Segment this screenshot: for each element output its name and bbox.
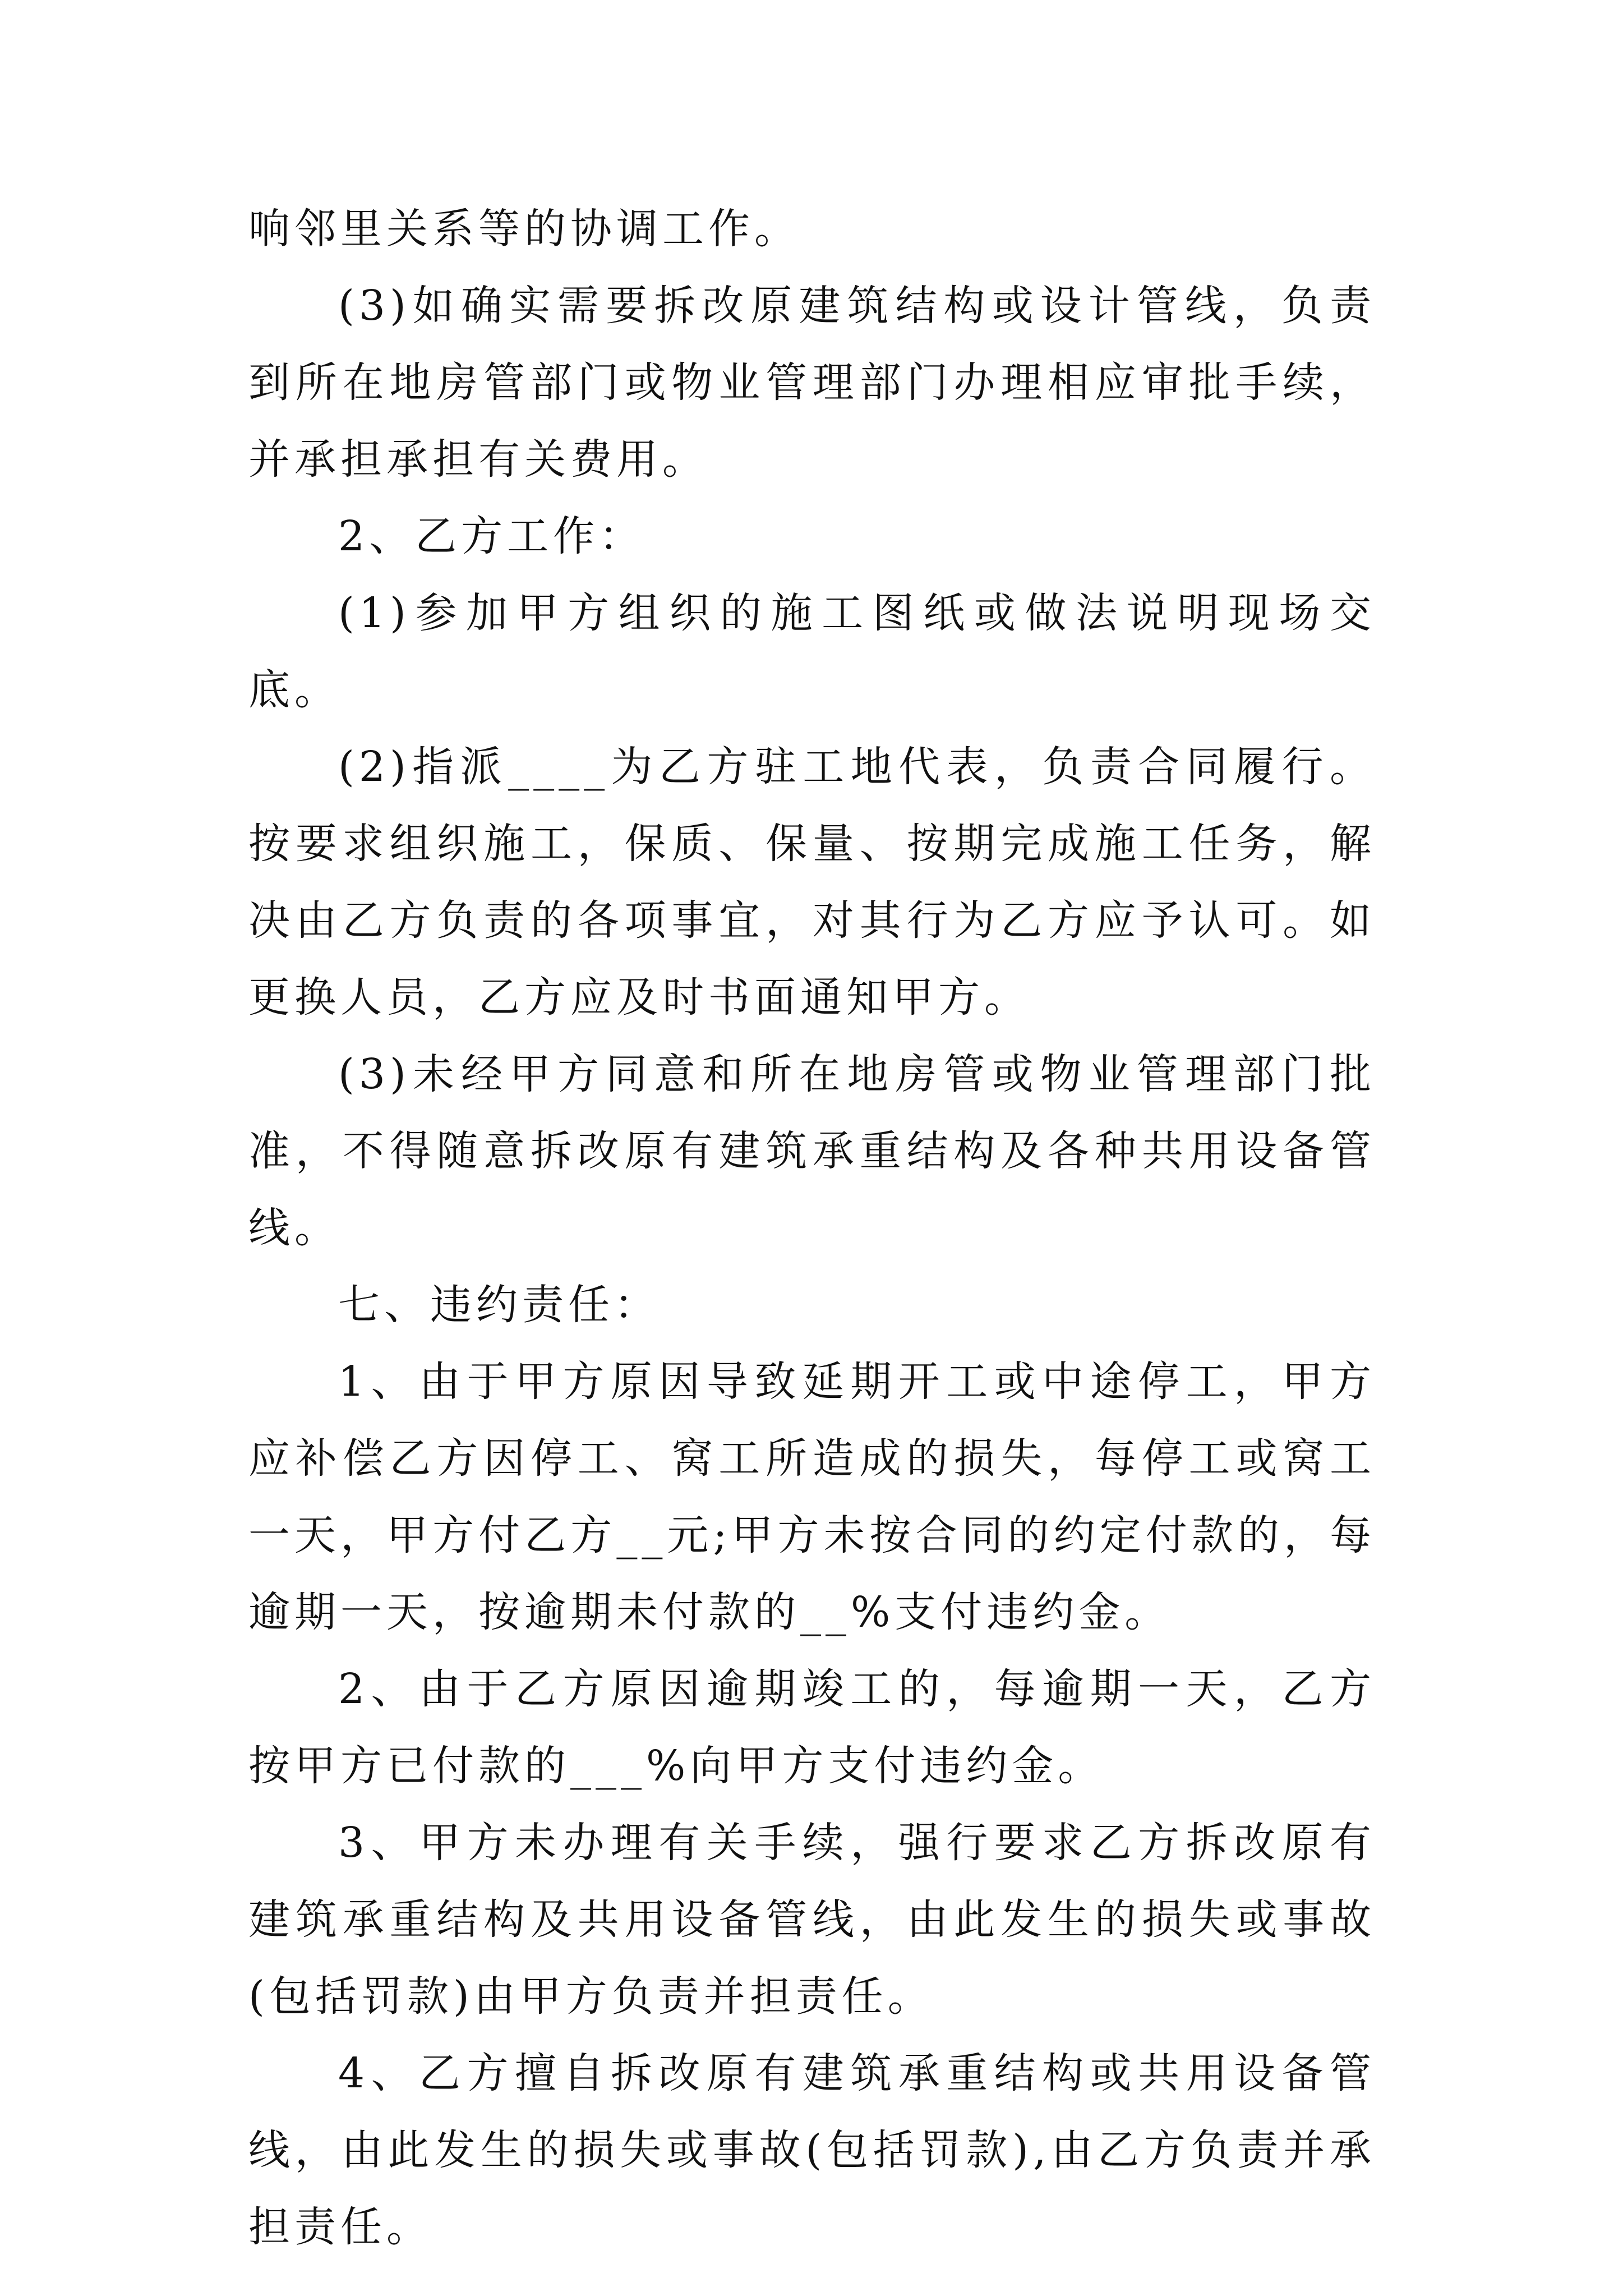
- paragraph-party-b-item-2: (2)指派____为乙方驻工地代表，负责合同履行。按要求组织施工，保质、保量、按期完成施工任务，解决由乙方负责的各项事宜，对其行为乙方应予认可。如更换人员，乙方应及时书面通知甲方。: [248, 743, 1376, 1022]
- paragraph-party-b-item-3: (3)未经甲方同意和所在地房管或物业管理部门批准，不得随意拆改原有建筑承重结构及各种共用设备管线。: [248, 1050, 1376, 1252]
- paragraph-liability-item-1: 1、由于甲方原因导致延期开工或中途停工，甲方应补偿乙方因停工、窝工所造成的损失，每停工或窝工一天，甲方付乙方__元;甲方未按合同的约定付款的，每逾期一天，按逾期未付款的__%支付违约金。: [248, 1358, 1376, 1636]
- paragraph-party-b-item-1: (1)参加甲方组织的施工图纸或做法说明现场交底。: [248, 589, 1376, 714]
- paragraph-liability-item-4: 4、乙方擅自拆改原有建筑承重结构或共用设备管线，由此发生的损失或事故(包括罚款),由乙方负责并承担责任。: [248, 2049, 1376, 2251]
- paragraph-continuation: 响邻里关系等的协调工作。: [248, 205, 800, 253]
- paragraph-liability-item-2: 2、由于乙方原因逾期竣工的，每逾期一天，乙方按甲方已付款的___%向甲方支付违约金。: [248, 1665, 1376, 1790]
- paragraph-liability-heading: 七、违约责任：: [338, 1281, 660, 1329]
- paragraph-liability-item-3: 3、甲方未办理有关手续，强行要求乙方拆改原有建筑承重结构及共用设备管线，由此发生的损失或事故(包括罚款)由甲方负责并担责任。: [248, 1819, 1376, 2021]
- paragraph-party-b-heading: 2、乙方工作：: [338, 512, 645, 560]
- document-body: [248, 191, 1376, 2266]
- paragraph-party-a-item-3: (3)如确实需要拆改原建筑结构或设计管线，负责到所在地房管部门或物业管理部门办理相应审批手续，并承担承担有关费用。: [248, 282, 1376, 484]
